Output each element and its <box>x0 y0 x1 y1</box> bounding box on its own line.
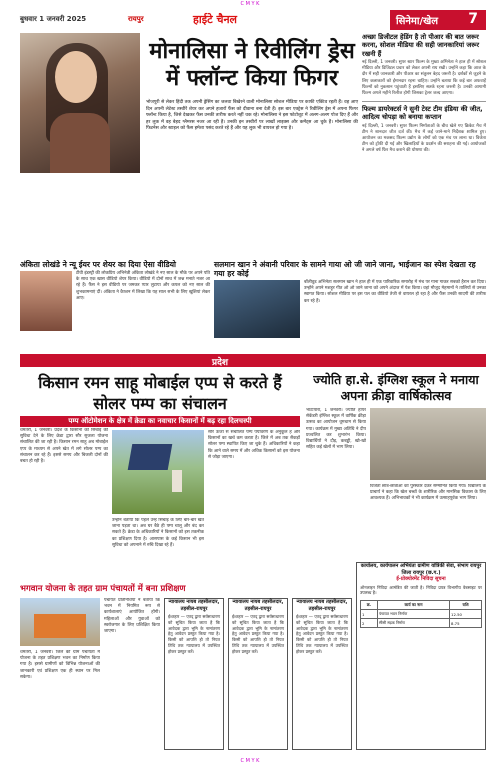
table-row <box>361 619 482 628</box>
story-c-col1: धमतरी, 1 जनवरी। जिले की ग्राम पंचायतों में योजना के तहत प्रशिक्षण भवन का निर्माण किया गया है। इससे ग्रामीणों को विभिन्न योजनाओं की जानकारी एवं प्रशिक्षण एक ही स्थान पर मिल सकेगा। <box>20 650 100 680</box>
tender-col-header: कार्य का नाम <box>377 601 449 610</box>
notice-1-heading: न्यायालय नायब तहसीलदार, तहसील-रायपुर <box>168 599 220 612</box>
tender-subheading: ई-प्रोक्योरमेंट निविदा सूचना <box>396 576 446 582</box>
legal-notice-2 <box>228 598 288 750</box>
right-story1-body: नई दिल्ली, 1 जनवरी। सुपर स्टार फिल्म के मुख्य अभिनेता ने हाल ही में सोशल मीडिया और डिजिटल प्रचार को लेकर अपनी राय रखी। उन्होंने कहा कि आज के दौर में सही जानकारी और पीआर का संतुलन बेहद जरूरी है। दर्शकों से जुड़ने के लिए कलाकारों को ईमानदार रहना चाहिए। उन्होंने बताया कि कई बार अफवाहें फिल्मों को नुकसान पहुंचाती हैं इसलिए सतर्क रहना जरूरी है। उनकी आगामी फिल्म अगले महीने रिलीज होगी जिसका ट्रेलर जल्द आएगा। <box>362 60 486 96</box>
solar-pump-photo <box>112 430 204 514</box>
tender-body: ऑनलाइन निविदा आमंत्रित की जाती है। निविदा प्रपत्र विभागीय वेबसाइट पर उपलब्ध है। <box>360 584 482 596</box>
brand-logo: हाईटे चैनल <box>193 13 238 26</box>
pradesh-banner <box>20 354 486 367</box>
story-a-headline: किसान रमन साहू मोबाईल एप्प से करते हैं सोलर पम्प का संचालन <box>38 373 282 413</box>
hero-photo-dress <box>50 113 110 173</box>
right-story2-body: नई दिल्ली, 1 जनवरी। सुपर फिल्म निर्माताओं के बीच खेले गए क्रिकेट मैच में टीम ने शानदार जीत दर्ज की। मैच में कई जाने-माने निर्देशक शामिल हुए। आयोजन का मकसद फिल्म उद्योग के लोगों को एक मंच पर लाना था। विजेता टीम को ट्रॉफी दी गई और खिलाड़ियों के प्रदर्शन की सराहना की गई। आयोजकों ने अगले वर्ष फिर मैच कराने की घोषणा की। <box>362 123 486 153</box>
hero-body: भोजपुरी से लेकर हिंदी तक अपनी ड्रेसिंग का जलवा बिखेरने वाली मोनालिसा सोशल मीडिया पर काफी एक्टिव रहती हैं। वह आए दिन अपनी लेटेस्ट तस्वीरें शेयर कर अपने हजारों फैंस को दीवाना बना देती हैं। इस बार एक्ट्रेस ने रिवीलिंग ड्रेस में अपना फिगर फ्लॉन्ट किया है, जिसे देखकर फैंस उनकी तारीफ करते नहीं थक रहे। मोनालिसा ने इस फोटोशूट में अलग-अलग पोज दिए हैं और हर लुक में वह बेहद ग्लैमरस नजर आ रही हैं। उनकी इन तस्वीरों पर लाखों लाइक्स और कमेंट्स आ चुके हैं। मोनालिसा की फिटनेस और स्टाइल को फैंस हमेशा पसंद करते रहे हैं और यह लुक भी वायरल हो गया है। <box>146 100 358 132</box>
story-c-col2: पंचायत प्रतिनिधियों ने बताया कि भवन में नियमित रूप से कार्यशालाएं आयोजित होंगी। महिलाओं और युवाओं को स्वरोजगार के लिए प्रशिक्षित किया जाएगा। <box>104 598 160 635</box>
legal-notice-1 <box>164 598 224 750</box>
story-b-col1: भाटापारा, 1 जनवरी। ज्योति हायर सेकेंडरी इंग्लिश स्कूल में वार्षिक क्रीड़ा उत्सव का आयोजन धूमधाम से किया गया। कार्यक्रम में मुख्य अतिथि ने दीप प्रज्वलित कर शुभारंभ किया। विद्यार्थियों ने दौड़, कबड्डी, खो-खो सहित कई खेलों में भाग लिया। <box>306 408 366 451</box>
salman-photo <box>214 280 300 338</box>
tender-cell: 8.75 <box>450 619 482 628</box>
notice-3-heading: न्यायालय नायब तहसीलदार, तहसील-रायपुर <box>296 599 348 612</box>
story-ankita-headline: अंकिता लोखंडे ने न्यू ईयर पर शेयर का दिया ऐसा वीडियो <box>20 260 176 269</box>
tender-cell: सीसी सड़क निर्माण <box>377 619 449 628</box>
masthead <box>20 10 486 30</box>
ankita-photo <box>20 271 72 331</box>
person-shape <box>172 470 182 492</box>
right-story1-headline: अच्छा डिजीटल हेडिंग है तो पीआर की बात जरूर करना, सोशल मीडिया की सही जानकारियां जरूर रखनी हैं <box>362 33 480 58</box>
hero-photo <box>20 33 140 173</box>
story-a-subhead: पम्प ऑटोमेशन के क्षेत्र में क्रेडा का नवाचार किसानों में बढ़ रहा दिलचस्पी <box>20 416 300 427</box>
story-c-headline: भगवान योजना के तहत ग्राम पंचायतों में बना प्रशिक्षण <box>20 584 186 594</box>
notice-3-body: ईश्तहार — एतद् द्वारा सर्वसाधारण को सूचित किया जाता है कि आवेदक द्वारा भूमि के नामांतरण हेतु आवेदन प्रस्तुत किया गया है। किसी को आपत्ति हो तो नियत तिथि तक न्यायालय में उपस्थित होकर प्रस्तुत करें। <box>296 614 348 654</box>
school-event-photo <box>370 408 486 480</box>
right-column <box>362 33 486 158</box>
section-banner <box>390 10 486 30</box>
story-salman-body: बॉलीवुड अभिनेता सलमान खान ने हाल ही में एक पारिवारिक समारोह में मंच पर गाना गाकर सबको हैरान कर दिया। उन्होंने अपने मशहूर गीत ओ ओ जाने जाना को अपने अंदाज में पेश किया। वहां मौजूद मेहमानों ने तालियों से उनका स्वागत किया। सोशल मीडिया पर इस पल का वीडियो तेजी से वायरल हो रहा है और फैंस उनकी सादगी की तारीफ कर रहे हैं। <box>304 280 486 304</box>
building-shape <box>34 614 86 638</box>
tender-cell: 2 <box>361 619 378 628</box>
table-row <box>361 610 482 619</box>
tender-cell: पंचायत भवन निर्माण <box>377 610 449 619</box>
print-marks-bottom: C M Y K <box>240 758 260 764</box>
story-ankita <box>20 260 210 348</box>
story-a-col2: उन्होंने बताया कि पहले उन्हें सिंचाई के लिए बार-बार खेत जाना पड़ता था। अब घर बैठे ही पम्प चालू और बंद कर सकते हैं। क्रेडा के अधिकारियों ने किसानों को इस तकनीक का प्रशिक्षण दिया है। आसपास के कई किसान भी इस सुविधा को अपनाने में रुचि दिखा रहे हैं। <box>112 518 204 548</box>
story-salman-headline: सलमान खान ने अंवानी परिवार के सामने गाया ओ जी जाने जाना, भाईजान का स्पेश देखता रह गया हर कोई <box>214 260 476 278</box>
tender-col-header: क्र. <box>361 601 378 610</box>
edition-city: रायपुर <box>128 15 144 23</box>
story-ankita-body: टीवी इंडस्ट्री की लोकप्रिय अभिनेत्री अंकिता लोखंडे ने नए साल के मौके पर अपने पति के साथ एक खास वीडियो शेयर किया। वीडियो में दोनों साथ में जश्न मनाते नजर आ रहे हैं। फैंस ने इस वीडियो पर जमकर प्यार लुटाया और कपल को नए साल की शुभकामनाएं दीं। अंकिता ने कैप्शन में लिखा कि यह साल सभी के लिए खुशियां लेकर आए। <box>76 271 210 301</box>
pradesh-label: प्रदेश <box>212 358 229 368</box>
tender-notice <box>356 562 486 750</box>
story-salman <box>214 260 486 348</box>
story-b-col2: विजेता छात्र-छात्राओं को पुरस्कार देकर सम्मानित किया गया। विद्यालय के प्राचार्य ने कहा कि खेल बच्चों के शारीरिक और मानसिक विकास के लिए आवश्यक हैं। अभिभावकों ने भी कार्यक्रम में उत्साहपूर्वक भाग लिया। <box>370 484 486 502</box>
notice-2-heading: न्यायालय नायब तहसीलदार, तहसील-रायपुर <box>232 599 284 612</box>
right-story2-headline: फिल्म डायरेक्टर्स ने सुनी टेस्ट टीम इंडिया की जीत, आदित्य चोपड़ा को बनाया कप्तान <box>362 104 483 122</box>
divider <box>362 101 486 102</box>
story-b-headline: ज्योति हा.से. इंग्लिश स्कूल ने मनाया अपना क्रीड़ा वार्षिकोत्सव <box>313 372 479 403</box>
tender-col-header: राशि <box>450 601 482 610</box>
issue-date: बुधवार 1 जनवरी 2025 <box>20 15 87 23</box>
training-building-photo <box>20 598 100 646</box>
notice-1-body: ईश्तहार — एतद् द्वारा सर्वसाधारण को सूचित किया जाता है कि आवेदक द्वारा भूमि के नामांतरण हेतु आवेदन प्रस्तुत किया गया है। किसी को आपत्ति हो तो नियत तिथि तक न्यायालय में उपस्थित होकर प्रस्तुत करें। <box>168 614 220 654</box>
print-marks: C M Y K <box>240 1 260 7</box>
tender-cell: 1 <box>361 610 378 619</box>
page-number: 7 <box>468 11 478 27</box>
tender-cell: 12.50 <box>450 610 482 619</box>
story-a-col1: धमतरी, 1 जनवरी। प्रदेश के किसानों को सिंचाई की सुविधा देने के लिए क्रेडा द्वारा सौर सुजला योजना संचालित की जा रही है। किसान रमन साहू अब मोबाईल एप्प के माध्यम से अपने खेत में लगे सोलर पम्प का संचालन कर रहे हैं। इससे समय और बिजली दोनों की बचत हो रही है। <box>20 428 108 465</box>
hero-headline: मोनालिसा ने रिवीलिंग ड्रेस में फ्लॉन्ट किया फिगर <box>149 39 355 91</box>
hero-photo-face <box>55 51 97 103</box>
tender-table <box>360 600 482 628</box>
legal-notice-3 <box>292 598 352 750</box>
section-title: सिनेमा/खेल <box>396 16 439 27</box>
solar-panel-shape <box>128 444 173 470</box>
notice-2-body: ईश्तहार — एतद् द्वारा सर्वसाधारण को सूचित किया जाता है कि आवेदक द्वारा भूमि के नामांतरण हेतु आवेदन प्रस्तुत किया गया है। किसी को आपत्ति हो तो नियत तिथि तक न्यायालय में उपस्थित होकर प्रस्तुत करें। <box>232 614 284 654</box>
tender-heading: कार्यालय, कार्यपालन अभियंता ग्रामीण यांत्रिकी सेवा, संभाग रायपुर जिला रायपुर (छ.ग.) <box>360 563 482 576</box>
story-a-col3: सौर ऊर्जा से संचालित पम्प पर्यावरण के अनुकूल है और किसानों का खर्च कम करता है। जिले में अब तक सैकड़ों सोलर पम्प स्थापित किए जा चुके हैं। अधिकारियों ने कहा कि आने वाले समय में और अधिक किसानों को इस योजना से जोड़ा जाएगा। <box>208 430 300 460</box>
